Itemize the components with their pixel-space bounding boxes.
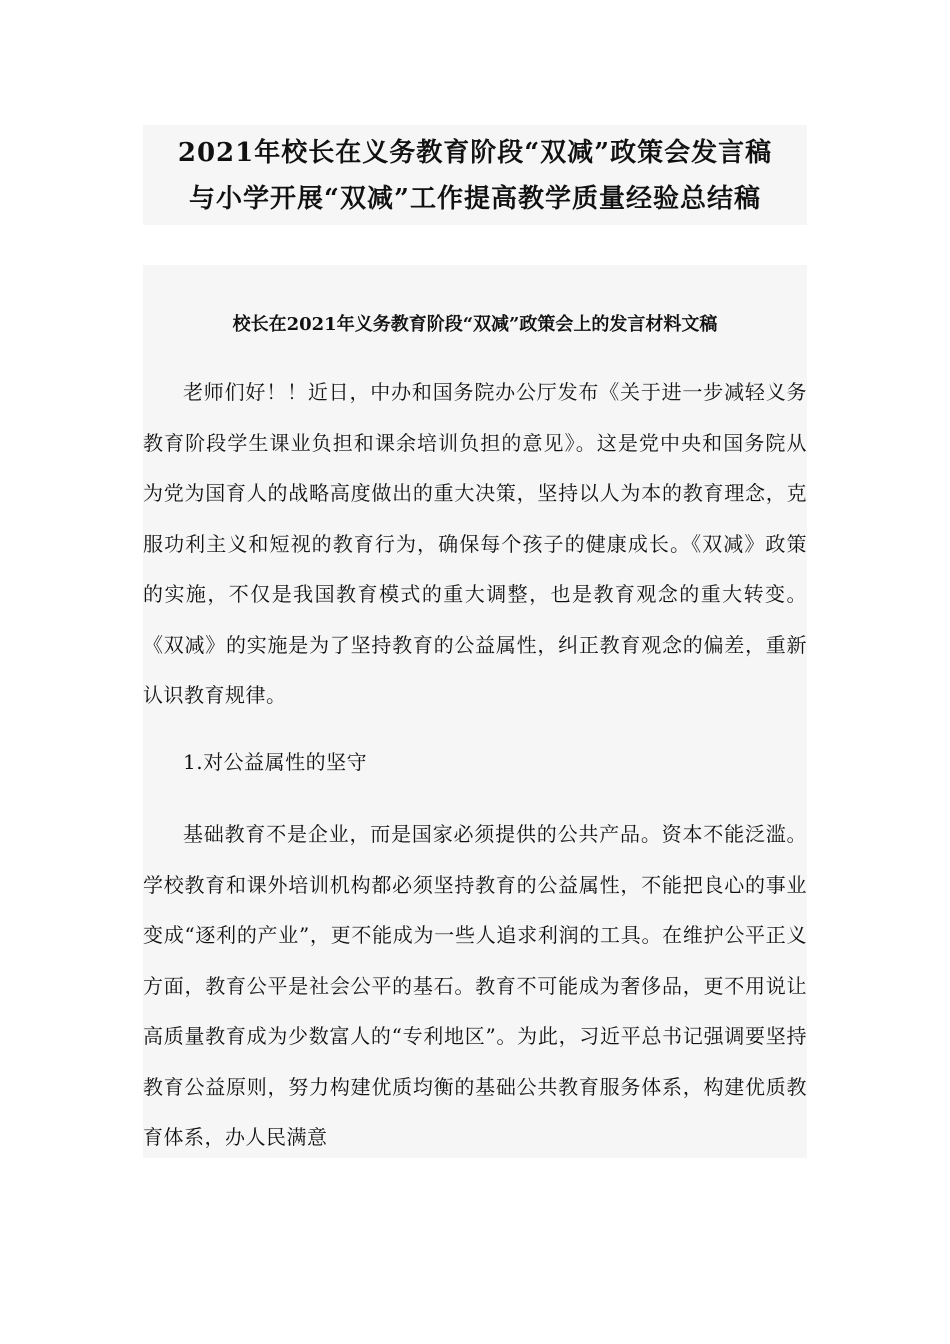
- section-heading-1: 1.对公益属性的坚守: [183, 750, 368, 774]
- document-title-block: [143, 125, 807, 225]
- section-subtitle: 校长在2021年义务教育阶段“双减”政策会上的发言材料文稿: [232, 314, 718, 335]
- document-title-line-1: 2021年校长在义务教育阶段“双减”政策会发言稿: [177, 138, 773, 168]
- paragraph-intro: 老师们好！！近日，中办和国务院办公厅发布《关于进一步减轻义务教育阶段学生课业负担和课余培训负担的意见》。这是党中央和国务院从为党为国育人的战略高度做出的重大决策，坚持以人为本的教育理念，克服功利主义和短视的教育行为，确保每个孩子的健康成长。《双减》政策的实施，不仅是我国教育模式的重大调整，也是教育观念的重大转变。《双减》的实施是为了坚持教育的公益属性，纠正教育观念的偏差，重新认识教育规律。: [143, 380, 807, 707]
- paragraph-public-welfare: 基础教育不是企业，而是国家必须提供的公共产品。资本不能泛滥。学校教育和课外培训机构都必须坚持教育的公益属性，不能把良心的事业变成“逐利的产业”，更不能成为一些人追求利润的工具。在维护公平正义方面，教育公平是社会公平的基石。教育不可能成为奢侈品，更不用说让高质量教育成为少数富人的“专利地区”。为此，习近平总书记强调要坚持教育公益原则，努力构建优质均衡的基础公共教育服务体系，构建优质教育体系，办人民满意: [143, 822, 807, 1149]
- document-title-line-2: 与小学开展“双减”工作提高教学质量经验总结稿: [189, 184, 761, 214]
- document-body: [143, 265, 807, 1158]
